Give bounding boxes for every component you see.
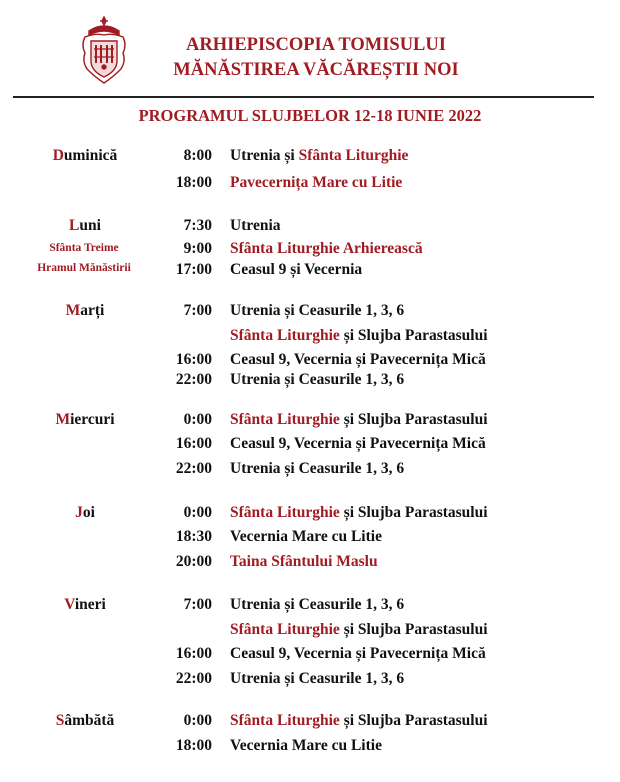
service-text-part: Ceasul 9, Vecernia și Pavecernița Mică [230,351,486,368]
service-text-part: Sfânta Liturghie Arhierească [230,240,423,257]
service-time: 16:00 [175,435,212,452]
service-time: 0:00 [183,712,212,729]
service-text-part: Pavecernița Mare cu Litie [230,174,403,191]
header-monastery: MĂNĂSTIREA VĂCĂREȘTII NOI [173,60,459,80]
day-name-rest: oi [82,504,95,521]
service-name [230,645,486,663]
service-time: 7:30 [183,217,212,234]
service-name [230,737,382,755]
service-name [230,217,281,235]
service-text-part: Utrenia și Ceasurile 1, 3, 6 [230,670,405,687]
day-name-rest: uni [79,217,101,234]
service-name [230,553,378,571]
service-name [230,460,404,478]
service-name [230,670,404,688]
service-name [230,302,404,320]
service-name [230,411,488,429]
service-text-part: Ceasul 9, Vecernia și Pavecernița Mică [230,645,486,662]
day-initial: M [65,302,81,319]
service-time: 22:00 [175,670,212,687]
day-name-rest: iercuri [70,411,115,428]
day-label [20,504,150,522]
service-name [230,712,488,730]
service-text-part: Sfânta Liturghie [298,147,409,164]
day-subtitle: Sfânta Treime [49,242,119,254]
service-text-part: Sfânta Liturghie [230,504,340,521]
header-archdiocese: ARHIEPISCOPIA TOMISULUI [186,35,446,55]
day-label [20,147,150,165]
service-time: 16:00 [175,351,212,368]
service-time: 22:00 [175,460,212,477]
service-text-part: Vecernia Mare cu Litie [230,528,382,545]
service-name [230,240,423,258]
service-text-part: Utrenia [230,217,281,234]
service-text-part: Utrenia și Ceasurile 1, 3, 6 [230,371,405,388]
service-name [230,261,362,279]
service-time: 18:30 [175,528,212,545]
day-label [20,596,150,614]
day-initial: J [75,504,83,521]
service-text-part: și Slujba Parastasului [339,504,488,521]
service-time: 20:00 [175,553,212,570]
day-initial: L [69,217,80,234]
service-text-part: și Slujba Parastasului [339,327,488,344]
service-text-part: Vecernia Mare cu Litie [230,737,382,754]
service-name [230,435,486,453]
service-time: 17:00 [175,261,212,278]
service-text-part: și Slujba Parastasului [339,411,488,428]
service-name [230,596,404,614]
service-text-part: Taina Sfântului Maslu [230,553,378,570]
service-time: 16:00 [175,645,212,662]
service-text-part: Ceasul 9, Vecernia și Pavecernița Mică [230,435,486,452]
service-text-part: Sfânta Liturghie [230,621,340,638]
service-text-part: Sfânta Liturghie [230,327,340,344]
service-text-part: și Slujba Parastasului [339,621,488,638]
service-text-part: Utrenia și Ceasurile 1, 3, 6 [230,302,405,319]
day-label [20,217,150,235]
service-time: 18:00 [175,737,212,754]
service-time: 7:00 [183,302,212,319]
day-name-rest: arți [80,302,105,319]
service-name [230,504,488,522]
header-divider [13,96,594,98]
service-time: 0:00 [183,504,212,521]
service-text-part: și Slujba Parastasului [339,712,488,729]
service-time: 8:00 [183,147,212,164]
service-text-part: Ceasul 9 și Vecernia [230,261,363,278]
service-name [230,351,486,369]
day-name-rest: ineri [74,596,106,613]
day-initial: V [64,596,75,613]
service-time: 18:00 [175,174,212,191]
day-label [20,302,150,320]
day-initial: D [52,147,64,164]
day-name-rest: uminică [63,147,118,164]
service-text-part: Utrenia și [230,147,299,164]
program-title: PROGRAMUL SLUJBELOR 12-18 IUNIE 2022 [138,106,482,125]
service-time: 22:00 [175,371,212,388]
day-name-rest: âmbătă [64,712,115,729]
service-text-part: Utrenia și Ceasurile 1, 3, 6 [230,460,405,477]
service-name [230,327,488,345]
service-text-part: Utrenia și Ceasurile 1, 3, 6 [230,596,405,613]
service-name [230,174,402,192]
service-name [230,621,488,639]
day-label [20,712,150,730]
service-time: 9:00 [183,240,212,257]
day-initial: S [55,712,65,729]
day-subtitle: Hramul Mănăstirii [37,262,131,274]
day-initial: M [55,411,71,428]
service-name [230,371,404,389]
service-name [230,147,408,165]
service-time: 7:00 [183,596,212,613]
service-name [230,528,382,546]
service-time: 0:00 [183,411,212,428]
day-label [20,411,150,429]
service-text-part: Sfânta Liturghie [230,712,340,729]
service-text-part: Sfânta Liturghie [230,411,340,428]
